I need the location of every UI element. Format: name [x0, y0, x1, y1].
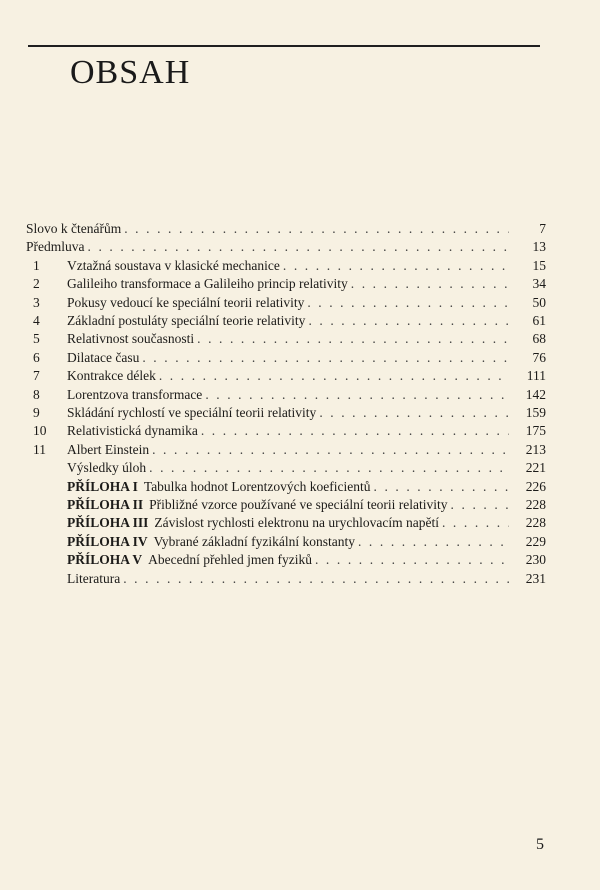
toc-page-number: 34	[532, 276, 546, 292]
toc-appendix-label: PŘÍLOHA V	[67, 552, 143, 568]
page-number: 5	[536, 836, 544, 853]
toc-entry-title: Výsledky úloh	[67, 460, 147, 476]
toc-entry	[67, 459, 546, 477]
toc-entry-title: Kontrakce délek	[67, 368, 156, 384]
toc-page-number: 231	[525, 570, 546, 586]
toc-dot-leader	[351, 275, 509, 293]
toc-chapter-number: 11	[33, 441, 46, 457]
toc-chapter-number: 3	[33, 294, 40, 310]
toc-dot-leader	[205, 386, 509, 404]
toc-dot-leader	[442, 514, 509, 532]
toc-dot-leader	[159, 367, 509, 385]
toc-page-number: 221	[525, 460, 546, 476]
toc-entry	[33, 422, 546, 440]
toc-entry-title: Galileiho transformace a Galileiho princip relativity	[67, 276, 348, 292]
toc-entry	[33, 257, 546, 275]
toc-dot-leader	[358, 533, 509, 551]
toc-dot-leader	[308, 312, 509, 330]
toc-dot-leader	[149, 459, 509, 477]
toc-entry	[33, 330, 546, 348]
header-rule	[28, 45, 540, 47]
toc-entry	[67, 570, 546, 588]
toc-entry	[67, 533, 546, 551]
toc-chapter-number: 5	[33, 331, 40, 347]
toc-entry	[26, 220, 546, 238]
toc-chapter-number: 9	[33, 405, 40, 420]
toc-page-number: 142	[525, 386, 546, 402]
toc-entry	[67, 496, 546, 514]
toc-entry-title: Vztažná soustava v klasické mechanice	[67, 257, 280, 273]
toc-chapter-number: 2	[33, 276, 40, 292]
toc-entry	[33, 312, 546, 330]
toc-page-number: 213	[525, 441, 546, 457]
toc-entry	[67, 551, 546, 569]
toc-entry-title: Literatura	[67, 570, 121, 586]
toc-dot-leader	[88, 238, 510, 256]
toc-entry	[33, 275, 546, 293]
toc-page-number: 76	[532, 349, 546, 365]
toc-page-number: 229	[525, 533, 546, 549]
toc-dot-leader	[374, 478, 510, 496]
toc-entry	[26, 238, 546, 256]
toc-dot-leader	[451, 496, 509, 514]
toc-dot-leader	[142, 349, 509, 367]
toc-entry	[33, 294, 546, 312]
toc-entry-title: Abecední přehled jmen fyziků	[148, 552, 312, 568]
toc-entry	[33, 386, 546, 404]
toc-page-number: 7	[539, 221, 546, 236]
toc-entry	[33, 349, 546, 367]
toc-entry-title: Skládání rychlostí ve speciální teorii relativity	[67, 405, 317, 420]
toc-entry-title: Základní postuláty speciální teorie relativity	[67, 313, 306, 328]
toc-chapter-number: 8	[33, 386, 40, 402]
toc-page-number: 111	[526, 368, 546, 384]
toc-dot-leader	[307, 294, 509, 312]
toc-entry-title: Tabulka hodnot Lorentzových koeficientů	[143, 478, 371, 494]
toc-appendix-label: PŘÍLOHA III	[67, 515, 149, 531]
toc-chapter-number: 1	[33, 257, 40, 273]
toc-appendix-label: PŘÍLOHA II	[67, 497, 144, 512]
toc-page-number: 68	[532, 331, 546, 347]
toc-entry-title: Přibližné vzorce používané ve speciální teorii relativity	[149, 497, 448, 512]
toc-page-number: 175	[525, 423, 546, 439]
toc-dot-leader	[152, 441, 509, 459]
toc-page-number: 61	[532, 313, 546, 328]
toc-chapter-number: 6	[33, 349, 40, 365]
toc-entry-title: Relativnost současnosti	[67, 331, 195, 347]
toc-dot-leader	[124, 220, 509, 238]
toc-page-number: 226	[525, 478, 546, 494]
toc-entry-title: Albert Einstein	[67, 441, 150, 457]
toc-entry-title: Závislost rychlosti elektronu na urychlovacím napětí	[154, 515, 439, 531]
toc-dot-leader	[197, 330, 509, 348]
toc-entry	[67, 478, 546, 496]
toc-page-number: 13	[532, 239, 546, 255]
toc-appendix-label: PŘÍLOHA IV	[67, 533, 148, 549]
toc-entry	[33, 404, 546, 422]
toc-dot-leader	[201, 422, 509, 440]
page-title: OBSAH	[70, 54, 191, 91]
toc-entry-title: Relativistická dynamika	[67, 423, 198, 439]
toc-entry-title: Slovo k čtenářům	[26, 221, 122, 236]
toc-chapter-number: 10	[33, 423, 47, 439]
toc-entry	[67, 514, 546, 532]
toc-dot-leader	[319, 404, 509, 422]
toc-page-number: 228	[525, 497, 546, 512]
toc-dot-leader	[315, 551, 509, 569]
toc-page-number: 50	[532, 294, 546, 310]
toc-entry	[33, 441, 546, 459]
toc-entry-title: Lorentzova transformace	[67, 386, 203, 402]
toc-entry-title: Pokusy vedoucí ke speciální teorii relativity	[67, 294, 305, 310]
toc-dot-leader	[283, 257, 509, 275]
toc-entry-title: Předmluva	[26, 239, 85, 255]
toc-entry-title: Dilatace času	[67, 349, 140, 365]
toc-page-number: 230	[525, 552, 546, 568]
toc-dot-leader	[123, 570, 509, 588]
toc-entry	[33, 367, 546, 385]
toc-page-number: 15	[532, 257, 546, 273]
toc-page-number: 228	[525, 515, 546, 531]
toc-chapter-number: 7	[33, 368, 40, 384]
toc-chapter-number: 4	[33, 313, 40, 328]
toc-page-number: 159	[525, 405, 546, 420]
toc-appendix-label: PŘÍLOHA I	[67, 478, 138, 494]
toc-entry-title: Vybrané základní fyzikální konstanty	[153, 533, 355, 549]
